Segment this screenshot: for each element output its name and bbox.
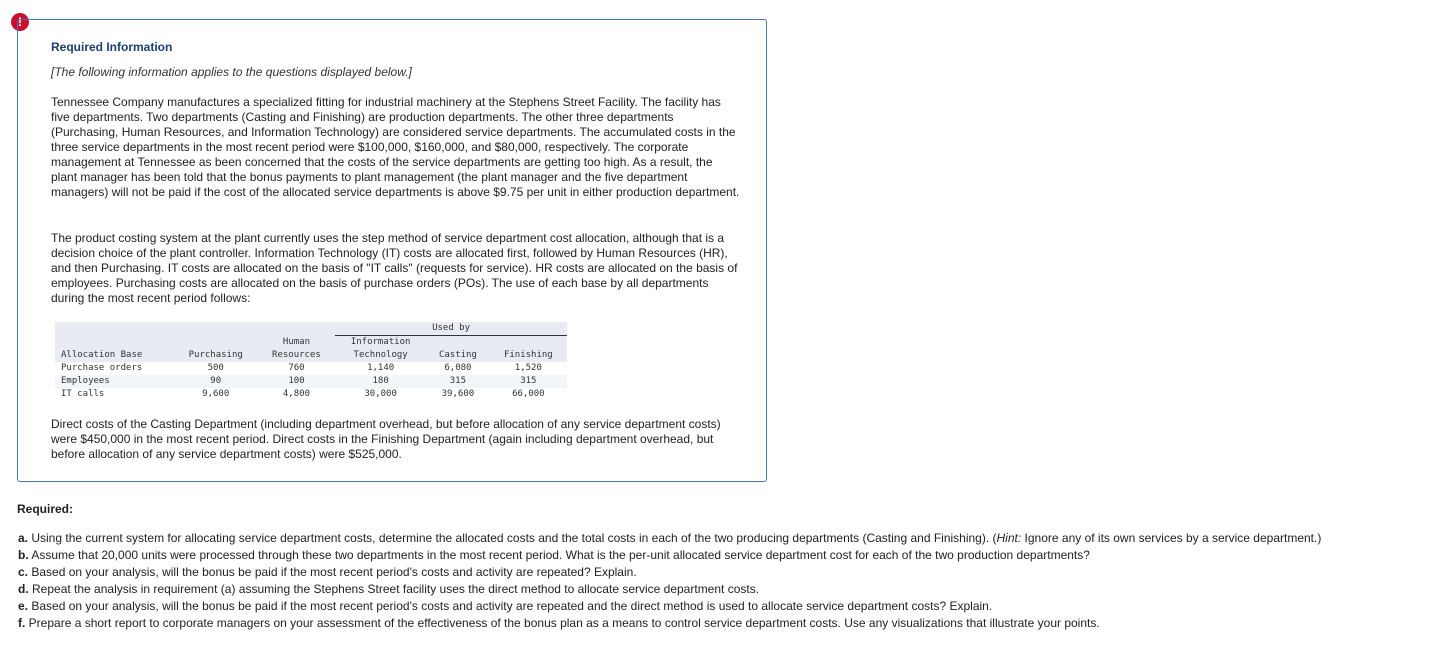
info-paragraph-1: Tennessee Company manufactures a specialized fitting for industrial machinery at the Stephens Street Facility. The facility has five departments. Two departments (Casting and Finishing) are production departments. The other three departments (Purchasing, Human Resources, and Information Technology) are considered service departments. The accumulated costs in the three service departments in the most recent period were $100,000, $160,000, and $80,000, respectively. The corporate management at Tennessee as been concerned that the costs of the service departments are getting too high. As a result, the plant manager has been told that the bonus payments to plant management (the plant manager and the five department managers) will not be paid if the cost of the allocated service departments is above $9.75 per unit in either production department. [51, 95, 740, 199]
table-row [55, 362, 567, 375]
requirement-e [18, 598, 1428, 615]
cell-casting: 39,600 [426, 388, 490, 401]
requirement-text: Prepare a short report to corporate managers on your assessment of the effectiveness of the bonus plan as a means to control service department costs. Use any visualizations that illustrate your points. [25, 616, 1100, 630]
table-row [55, 388, 567, 401]
requirement-letter: d. [18, 582, 29, 596]
cell-it: 180 [335, 375, 426, 388]
it-header-line2: Technology [335, 349, 426, 362]
requirement-f [18, 615, 1428, 632]
requirement-a [18, 530, 1428, 547]
requirement-text: Ignore any of its own services by a service department.) [1021, 531, 1322, 545]
requirement-c [18, 564, 1428, 581]
requirements-list [18, 530, 1428, 632]
cell-purchasing: 500 [174, 362, 258, 375]
cell-it: 1,140 [335, 362, 426, 375]
requirement-text: Based on your analysis, will the bonus be paid if the most recent period's costs and activity are repeated and the direct method is used to allocate service department costs? Explain. [28, 599, 993, 613]
requirement-letter: c. [18, 565, 29, 579]
cell-finishing: 1,520 [490, 362, 567, 375]
hr-header-line1: Human [258, 336, 335, 350]
allocation-base-table [55, 322, 567, 401]
requirement-text: Based on your analysis, will the bonus be paid if the most recent period's costs and activity are repeated? Explain. [28, 565, 637, 579]
it-header-line1: Information [335, 336, 426, 350]
finishing-header: Finishing [490, 349, 567, 362]
cell-purchasing: 9,600 [174, 388, 258, 401]
cell-purchasing: 90 [174, 375, 258, 388]
info-paragraph-2: The product costing system at the plant currently uses the step method of service department cost allocation, although that is a decision choice of the plant controller. Information Technology (IT) costs are allocated first, followed by Human Resources (HR), and then Purchasing. IT costs are allocated on the basis of "IT calls" (requests for service). HR costs are allocated on the basis of employees. Purchasing costs are allocated on the basis of purchase orders (POs). The use of each base by all departments during the most recent period follows: [51, 231, 738, 305]
info-title: Required Information [51, 40, 173, 54]
cell-hr: 4,800 [258, 388, 335, 401]
cell-hr: 760 [258, 362, 335, 375]
requirement-b [18, 547, 1428, 564]
info-paragraph-3: Direct costs of the Casting Department (including department overhead, but before allocation of any service department costs) were $450,000 in the most recent period. Direct costs in the Finishing Department (again including department overhead, but before allocation of any service department costs) were $525,000. [51, 417, 721, 461]
requirement-letter: f. [18, 616, 26, 630]
requirement-letter: b. [18, 548, 29, 562]
requirement-text: Assume that 20,000 units were processed through these two departments in the most recent period. What is the per-unit allocated service department cost for each of the two production departments? [28, 548, 1090, 562]
row-base: Purchase orders [55, 362, 174, 375]
requirement-letter: a. [18, 531, 29, 545]
casting-header: Casting [426, 349, 490, 362]
requirement-text: Using the current system for allocating service department costs, determine the allocated costs and the total costs in each of the two producing departments (Casting and Finishing). ( [28, 531, 997, 545]
requirement-letter: e. [18, 599, 29, 613]
base-header: Allocation Base [55, 349, 174, 362]
row-base: IT calls [55, 388, 174, 401]
requirement-d [18, 581, 1428, 598]
hr-header-line2: Resources [258, 349, 335, 362]
required-heading: Required: [17, 502, 74, 516]
cell-finishing: 66,000 [490, 388, 567, 401]
cell-hr: 100 [258, 375, 335, 388]
hint-label: Hint: [996, 531, 1022, 545]
cell-casting: 6,080 [426, 362, 490, 375]
cell-it: 30,000 [335, 388, 426, 401]
cell-casting: 315 [426, 375, 490, 388]
used-by-header: Used by [335, 322, 567, 336]
alert-icon: ! [11, 13, 29, 31]
cell-finishing: 315 [490, 375, 567, 388]
purchasing-header: Purchasing [174, 349, 258, 362]
table-row [55, 375, 567, 388]
row-base: Employees [55, 375, 174, 388]
requirement-text: Repeat the analysis in requirement (a) assuming the Stephens Street facility uses the direct method to allocate service department costs. [28, 582, 760, 596]
info-subtitle: [The following information applies to the questions displayed below.] [51, 65, 412, 79]
